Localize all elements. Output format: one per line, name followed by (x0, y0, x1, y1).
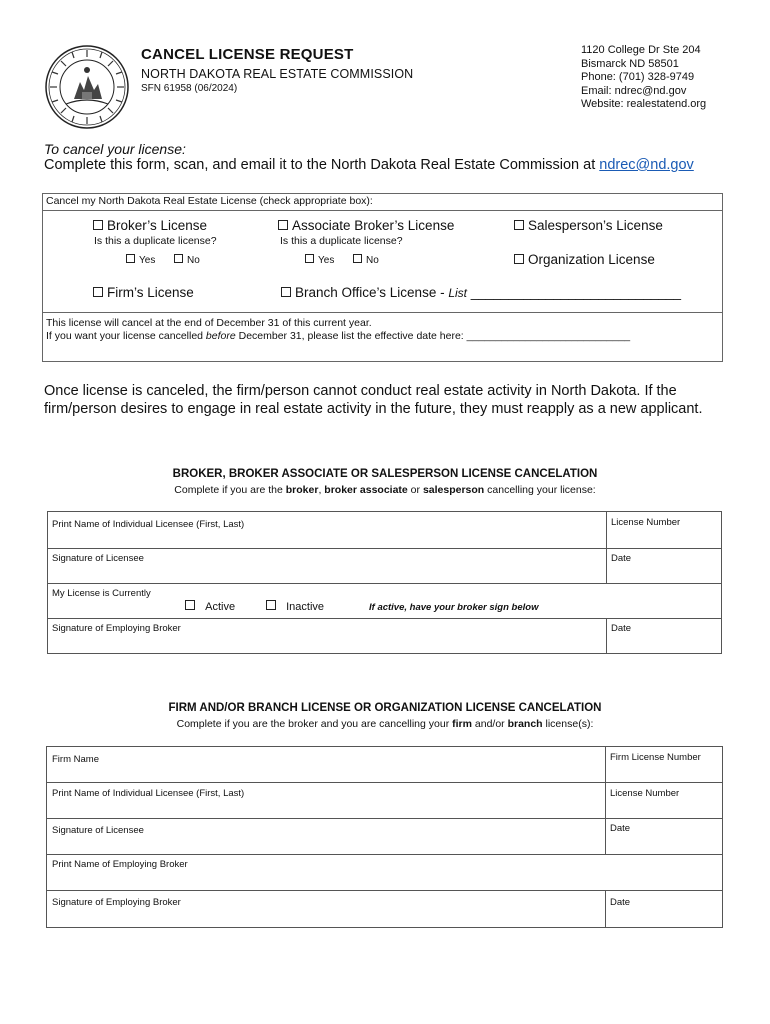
branch-office-license-label: Branch Office’s License - (295, 285, 449, 300)
checkbox-salespersons-license[interactable] (514, 220, 524, 230)
organization-license-label: Organization License (528, 252, 655, 267)
form-number: SFN 61958 (06/2024) (141, 83, 238, 94)
associate-duplicate-no[interactable] (353, 254, 379, 266)
phone: Phone: (701) 328-9749 (581, 71, 695, 83)
no-label: No (366, 255, 379, 266)
section2-table (46, 746, 723, 928)
broker-duplicate-no[interactable] (174, 254, 200, 266)
note-before: before (205, 330, 236, 342)
s1-signature-licensee-field[interactable]: Signature of Licensee (52, 553, 144, 564)
option-organization-license[interactable] (514, 252, 655, 267)
option-associate-brokers-license[interactable] (278, 218, 454, 233)
intro-instructions: Complete this form, scan, and email it to the North Dakota Real Estate Commission at (44, 157, 600, 173)
s1-sub-broker: broker (285, 484, 319, 496)
form-title: CANCEL LICENSE REQUEST (141, 46, 354, 63)
associate-duplicate-yes[interactable] (305, 254, 334, 266)
state-seal-logo (44, 44, 130, 130)
s2-print-broker-field[interactable]: Print Name of Employing Broker (52, 859, 188, 870)
s1-sub-associate: broker associate (324, 484, 408, 496)
s2-firm-name-field[interactable]: Firm Name (52, 754, 99, 765)
salespersons-license-label: Salesperson’s License (528, 218, 663, 233)
s1-license-number-field[interactable]: License Number (611, 517, 681, 528)
s1-sub-end: cancelling your license: (484, 484, 596, 496)
checkbox-inactive[interactable] (266, 600, 276, 610)
contact-address-block (581, 44, 706, 112)
note-text: If you want your license cancelled (46, 330, 206, 342)
checkbox-associate-brokers-license[interactable] (278, 220, 288, 230)
section1-table (47, 511, 722, 654)
brokers-license-label: Broker’s License (107, 218, 208, 233)
section2-title: FIRM AND/OR BRANCH LICENSE OR ORGANIZATION LICENSE CANCELATION (168, 702, 602, 714)
s2-sub-text: Complete if you are the broker and you are cancelling your (176, 718, 453, 730)
intro-heading: To cancel your license: (44, 141, 186, 157)
s2-sub-firm: firm (452, 718, 472, 730)
s2-sub-end: license(s): (542, 718, 594, 730)
checkbox-associate-dup-yes[interactable] (305, 254, 314, 263)
s1-date-field[interactable]: Date (611, 553, 632, 564)
section1-subtitle (0, 484, 770, 496)
checkbox-branch-office-license[interactable] (281, 287, 291, 297)
s2-signature-broker-field[interactable]: Signature of Employing Broker (52, 897, 181, 908)
checkbox-brokers-license[interactable] (93, 220, 103, 230)
s2-firm-license-number-field[interactable]: Firm License Number (610, 752, 701, 763)
s1-signature-broker-field[interactable]: Signature of Employing Broker (52, 623, 181, 634)
box-divider (43, 312, 722, 313)
branch-list-label: List (448, 286, 468, 300)
s1-sub-sep: , (318, 484, 325, 496)
option-brokers-license[interactable] (93, 218, 207, 233)
s1-sub-salesperson: salesperson (422, 484, 485, 496)
checkbox-broker-dup-yes[interactable] (126, 254, 135, 263)
effective-date-field[interactable]: December 31, please list the effective date here: ____________________________ (235, 330, 631, 342)
address-line-2: Bismarck ND 58501 (581, 57, 679, 70)
commission-name: NORTH DAKOTA REAL ESTATE COMMISSION (141, 67, 414, 81)
s1-sub-or: or (407, 484, 423, 496)
s2-date2-field[interactable]: Date (610, 897, 631, 908)
checkbox-active[interactable] (185, 600, 195, 610)
email: Email: ndrec@nd.gov (581, 84, 687, 97)
s2-print-name-field[interactable]: Print Name of Individual Licensee (First, Last) (52, 788, 245, 799)
checkbox-organization-license[interactable] (514, 254, 524, 264)
s2-signature-licensee-field[interactable]: Signature of Licensee (52, 825, 144, 836)
yes-label: Yes (318, 255, 335, 266)
s1-inactive-option[interactable] (266, 600, 324, 613)
inactive-label: Inactive (286, 601, 325, 613)
no-label: No (187, 255, 200, 266)
branch-list-field[interactable]: ____________________________ (467, 285, 681, 300)
option-firms-license[interactable] (93, 285, 194, 300)
section1-title: BROKER, BROKER ASSOCIATE OR SALESPERSON LICENSE CANCELATION (172, 468, 598, 480)
cancel-license-box (42, 193, 723, 362)
s1-sub-text: Complete if you are the (174, 484, 286, 496)
cancel-box-header: Cancel my North Dakota Real Estate License (check appropriate box): (43, 194, 722, 211)
s2-sub-andor: and/or (471, 718, 508, 730)
associate-brokers-license-label: Associate Broker’s License (292, 218, 455, 233)
checkbox-firms-license[interactable] (93, 287, 103, 297)
option-branch-office-license[interactable] (281, 285, 681, 300)
email-link[interactable]: ndrec@nd.gov (599, 157, 694, 173)
intro-text (44, 157, 694, 173)
section2-subtitle (0, 718, 770, 730)
broker-duplicate-yes[interactable] (126, 254, 155, 266)
yes-label: Yes (139, 255, 156, 266)
checkbox-broker-dup-no[interactable] (174, 254, 183, 263)
s2-license-number-field[interactable]: License Number (610, 788, 680, 799)
cancel-note-line-2 (46, 330, 630, 343)
s1-date2-field[interactable]: Date (611, 623, 632, 634)
duplicate-question-associate: Is this a duplicate license? (280, 235, 403, 247)
firms-license-label: Firm’s License (107, 285, 194, 300)
s2-sub-branch: branch (507, 718, 543, 730)
duplicate-question-broker: Is this a duplicate license? (94, 235, 217, 247)
s1-print-name-field[interactable]: Print Name of Individual Licensee (First, Last) (52, 519, 245, 530)
active-label: Active (205, 601, 236, 613)
option-salespersons-license[interactable] (514, 218, 663, 233)
checkbox-associate-dup-no[interactable] (353, 254, 362, 263)
s2-date-field[interactable]: Date (610, 823, 631, 834)
s1-active-option[interactable] (185, 600, 235, 613)
address-line-1: 1120 College Dr Ste 204 (581, 44, 701, 56)
s1-license-currently-label: My License is Currently (52, 588, 151, 599)
cancel-note (46, 317, 630, 343)
s1-if-active-note: If active, have your broker sign below (369, 602, 539, 613)
notice-paragraph: Once license is canceled, the firm/person cannot conduct real estate activity in North Dakota. If the firm/person desires to engage in real estate activity in the future, they must reapply as a new applicant. (44, 383, 703, 417)
website: Website: realestatend.org (581, 98, 707, 110)
cancel-note-line-1: This license will cancel at the end of December 31 of this current year. (46, 317, 372, 329)
